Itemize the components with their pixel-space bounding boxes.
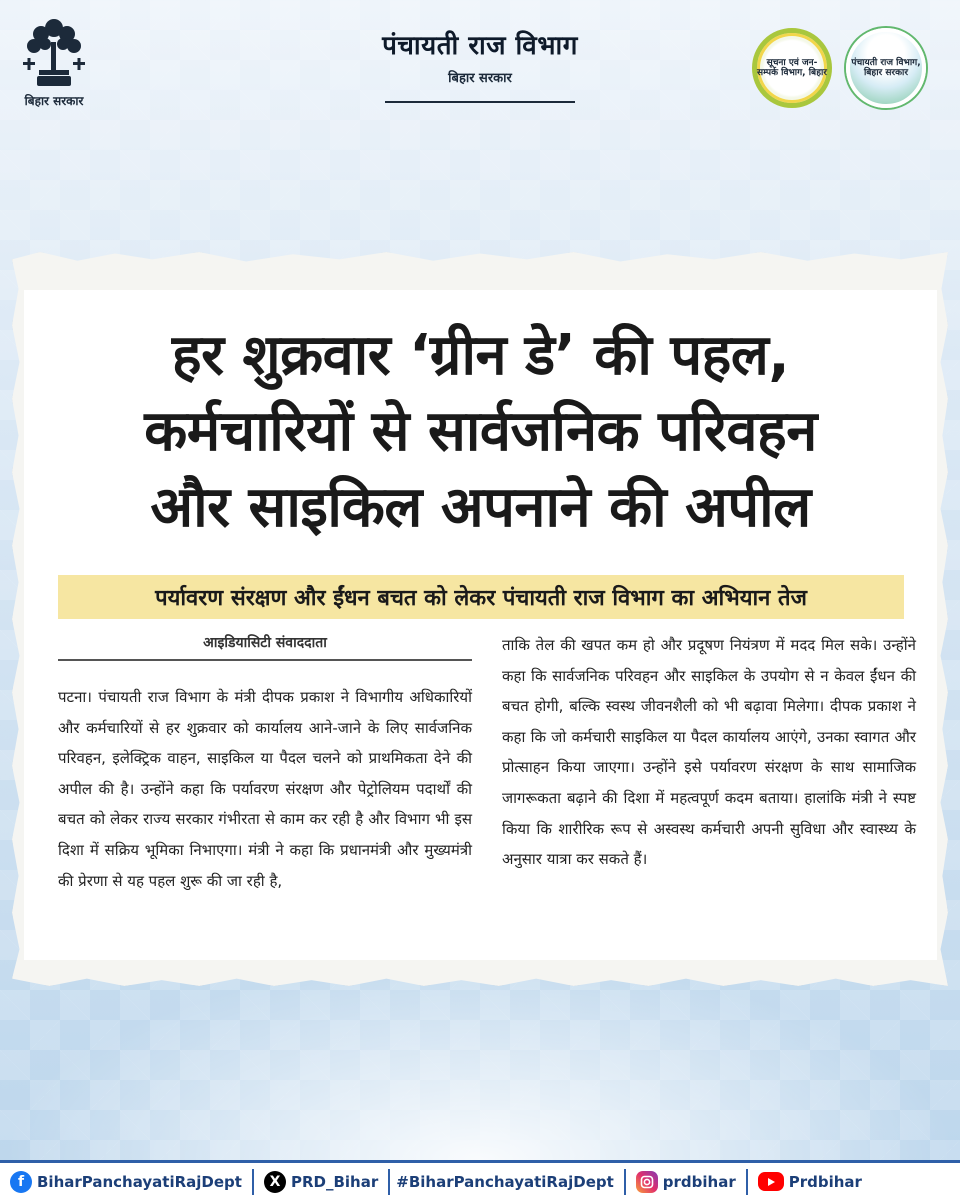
header-block (330, 26, 630, 86)
panchayati-raj-logo (846, 28, 926, 108)
bihar-emblem (14, 14, 94, 114)
facebook-icon: f (10, 1171, 32, 1193)
social-footer (0, 1160, 960, 1200)
youtube-handle: Prdbihar (788, 1172, 862, 1191)
byline-divider (58, 659, 472, 661)
youtube-icon (758, 1172, 784, 1191)
info-dept-logo (752, 28, 832, 108)
article-column-left: पटना। पंचायती राज विभाग के मंत्री दीपक प्रकाश ने विभागीय अधिकारियों और कर्मचारियों से हर शुक्रवार को कार्यालय आने-जाने के लिए सार्वजनिक परिवहन, इलेक्ट्रिक वाहन, साइकिल या पैदल चलने को प्राथमिकता देने की अपील की है। उन्होंने कहा कि पर्यावरण संरक्षण और पेट्रोलियम पदार्थों की बचत को लेकर राज्य सरकार गंभीरता से काम कर रही है और विभाग भी इस दिशा में सक्रिय भूमिका निभाएगा। मंत्री ने कहा कि प्रधानमंत्री और मुख्यमंत्री की प्रेरणा से यह पहल शुरू की जा रही है, (58, 688, 472, 890)
article-subheadline: पर्यावरण संरक्षण और ईंधन बचत को लेकर पंचायती राज विभाग का अभियान तेज (155, 586, 807, 611)
headline-line-1: हर शुक्रवार ‘ग्रीन डे’ की पहल, (171, 323, 790, 388)
header-divider (385, 101, 575, 103)
department-subtitle: बिहार सरकार (448, 71, 512, 86)
article-column-right: ताकि तेल की खपत कम हो और प्रदूषण नियंत्रण में मदद मिल सके। उन्होंने कहा कि सार्वजनिक परिवहन और साइकिल के उपयोग से न केवल ईंधन की बचत होगी, बल्कि स्वस्थ जीवनशैली को भी बढ़ावा मिलेगा। दीपक प्रकाश ने कहा कि जो कर्मचारी साइकिल या पैदल कार्यालय आएंगे, उनका स्वागत और प्रोत्साहन किया जाएगा। उन्होंने इसे पर्यावरण संरक्षण के साथ सामाजिक जागरूकता बढ़ाने की दिशा में महत्वपूर्ण कदम बताया। हालांकि मंत्री ने स्पष्ट किया कि शारीरिक रूप से अस्वस्थ कर्मचारी अपनी सुविधा और स्वास्थ्य के अनुसार यात्रा कर सकते हैं। (502, 636, 916, 869)
emblem-caption: बिहार सरकार (24, 94, 84, 108)
headline-line-3: और साइकिल अपनाने की अपील (150, 475, 811, 540)
instagram-icon (636, 1171, 658, 1193)
youtube-link[interactable] (748, 1162, 872, 1200)
background-glow (0, 960, 960, 1160)
x-icon: X (264, 1171, 286, 1193)
subheadline-highlight (58, 575, 904, 619)
x-link[interactable] (254, 1162, 388, 1200)
panchayati-raj-logo-text: पंचायती राज विभाग, बिहार सरकार (851, 57, 921, 78)
facebook-handle: BiharPanchayatiRajDept (37, 1172, 242, 1191)
info-dept-logo-text: सूचना एवं जन-सम्पर्क विभाग, बिहार (757, 57, 827, 78)
x-handle: PRD_Bihar (290, 1172, 379, 1191)
department-title: पंचायती राज विभाग (382, 31, 578, 61)
article-headline (24, 318, 937, 546)
article-byline: आइडियासिटी संवाददाता (203, 635, 327, 651)
hashtag-link[interactable] (390, 1162, 624, 1200)
instagram-handle: prdbihar (662, 1172, 736, 1191)
headline-line-2: कर्मचारियों से सार्वजनिक परिवहन (144, 399, 817, 464)
hashtag-text: #BiharPanchayatiRajDept (396, 1172, 614, 1191)
facebook-link[interactable] (0, 1162, 252, 1200)
bodhi-tree-icon (19, 14, 89, 90)
instagram-link[interactable] (626, 1162, 746, 1200)
